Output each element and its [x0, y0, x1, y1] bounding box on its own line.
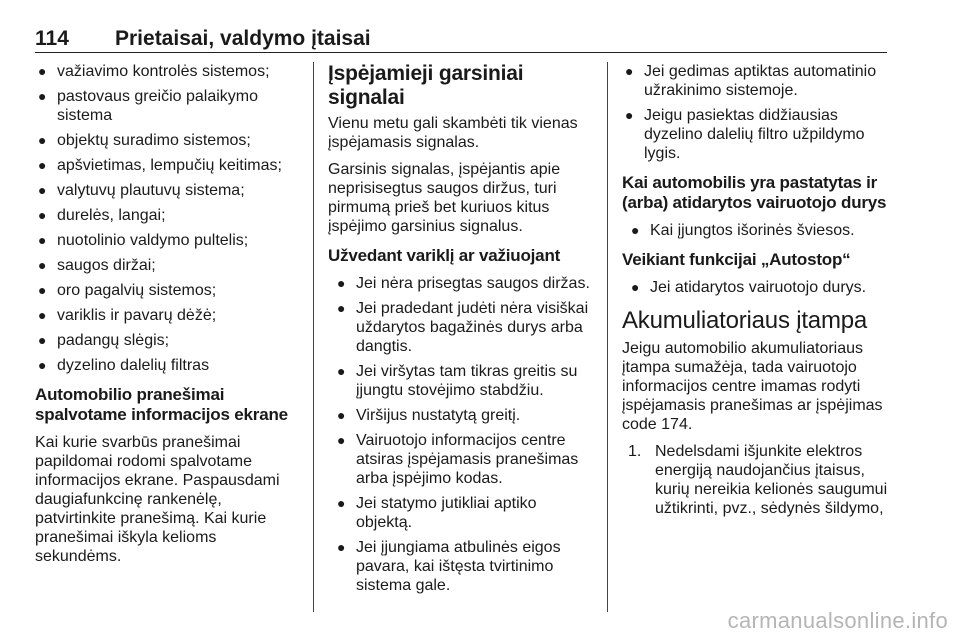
list-item: ● objektų suradimo sistemos; [38, 132, 251, 149]
numbered-step: 1. Nedelsdami išjunkite elektros energiją naudojančius įtaisus, kurių nereikia kelionės saugumui užtikrinti, pvz., sėdynės šildymo, [628, 443, 888, 517]
list-item: ● pastovaus greičio palaikymo sistema [38, 88, 258, 124]
list-item: ● apšvietimas, lempučių keitimas; [38, 157, 282, 174]
bullet-icon: ● [38, 207, 47, 223]
numbered-steps [622, 442, 890, 518]
list-item: ● nuotolinio valdymo pultelis; [38, 232, 249, 249]
bullet-icon: ● [625, 63, 634, 79]
column-2 [328, 62, 596, 601]
column-divider [313, 62, 314, 612]
list-item: ● Jei gedimas aptiktas automatinio užrakinimo sistemoje. [625, 63, 877, 99]
watermark: carmanualsonline.info [727, 608, 948, 633]
subheading-starting-driving: Užvedant variklį ar važiuojant [328, 246, 561, 265]
autostop-condition-list [622, 278, 890, 297]
list-item: ● Viršijus nustatytą greitį. [337, 407, 521, 424]
paragraph: Jeigu automobilio akumuliatoriaus įtampa sumažėja, tada vairuotojo informacijos centre imamas rodyti įspėjamasis pranešimas ar įspėjimas code 174. [622, 340, 883, 433]
bullet-icon: ● [38, 132, 47, 148]
bullet-icon: ● [337, 275, 346, 291]
bullet-icon: ● [337, 363, 346, 379]
list-item: ● variklis ir pavarų dėžė; [38, 307, 217, 324]
list-item: ● Jeigu pasiektas didžiausias dyzelino dalelių filtro užpildymo lygis. [625, 107, 865, 162]
bullet-icon: ● [38, 88, 47, 104]
bullet-icon: ● [631, 222, 640, 238]
paragraph: Garsinis signalas, įspėjantis apie neprisisegtus saugos diržus, turi pirmumą prieš bet kuriuos kitus įspėjimo garsinius signalus. [328, 161, 561, 235]
subheading-autostop: Veikiant funkcijai „Autostop“ [622, 250, 851, 269]
bullet-icon: ● [38, 182, 47, 198]
list-item: ● saugos diržai; [38, 257, 156, 274]
chime-condition-list-continued [622, 62, 890, 163]
step-number: 1. [628, 443, 642, 460]
list-item: ● Jei pradedant judėti nėra visiškai uždarytos bagažinės durys arba dangtis. [337, 300, 589, 355]
bullet-icon: ● [337, 432, 346, 448]
page-number: 114 [35, 27, 69, 50]
list-item: ● Jei nėra prisegtas saugos diržas. [337, 275, 590, 292]
list-item: ● Jei įjungiama atbulinės eigos pavara, kai ištęsta tvirtinimo sistema gale. [337, 539, 561, 594]
bullet-icon: ● [38, 63, 47, 79]
list-item: ● Jei statymo jutikliai aptiko objektą. [337, 495, 537, 531]
list-item: ● Jei atidarytos vairuotojo durys. [631, 279, 867, 296]
list-item: ● važiavimo kontrolės sistemos; [38, 63, 270, 80]
bullet-icon: ● [38, 332, 47, 348]
column-divider [607, 62, 608, 612]
page-title: Prietaisai, valdymo įtaisai [115, 27, 371, 50]
chime-condition-list [328, 274, 596, 595]
bullet-icon: ● [38, 307, 47, 323]
bullet-icon: ● [38, 357, 47, 373]
bullet-icon: ● [38, 232, 47, 248]
bullet-icon: ● [38, 282, 47, 298]
page-header [35, 27, 887, 53]
list-item: ● padangų slėgis; [38, 332, 170, 349]
bullet-icon: ● [337, 539, 346, 555]
topic-list [35, 62, 300, 375]
subheading-parked-door-open: Kai automobilis yra pastatytas ir (arba) atidarytos vairuotojo durys [622, 173, 887, 212]
list-item: ● Vairuotojo informacijos centre atsiras įspėjamasis pranešimas arba įspėjimo kodas. [337, 432, 579, 487]
parked-condition-list [622, 221, 890, 240]
list-item: ● Kai įjungtos išorinės šviesos. [631, 222, 855, 239]
bullet-icon: ● [38, 157, 47, 173]
bullet-icon: ● [625, 107, 634, 123]
section-paragraph: Kai kurie svarbūs pranešimai papildomai rodomi spalvotame informacijos ekrane. Paspausdami daugiafunkcinę rankenėlę, patvirtinkite pranešimą. Kai kurie pranešimai iškyla kelioms sekundėms. [35, 434, 280, 565]
bullet-icon: ● [38, 257, 47, 273]
column-3 [622, 62, 890, 518]
paragraph: Vienu metu gali skambėti tik vienas įspėjamasis signalas. [328, 115, 578, 151]
column-1 [35, 62, 300, 574]
section-heading-warning-chimes: Įspėjamieji garsiniai signalai [328, 62, 524, 109]
bullet-icon: ● [631, 279, 640, 295]
list-item: ● valytuvų plautuvų sistema; [38, 182, 245, 199]
header-divider [35, 52, 887, 53]
bullet-icon: ● [337, 300, 346, 316]
bullet-icon: ● [337, 495, 346, 511]
list-item: ● dyzelino dalelių filtras [38, 357, 210, 374]
list-item: ● Jei viršytas tam tikras greitis su įjungtu stovėjimo stabdžiu. [337, 363, 578, 399]
section-heading-battery-voltage: Akumuliatoriaus įtampa [622, 307, 868, 334]
bullet-icon: ● [337, 407, 346, 423]
list-item: ● durelės, langai; [38, 207, 166, 224]
list-item: ● oro pagalvių sistemos; [38, 282, 217, 299]
section-heading-vehicle-messages: Automobilio pranešimai spalvotame informacijos ekrane [35, 385, 288, 424]
